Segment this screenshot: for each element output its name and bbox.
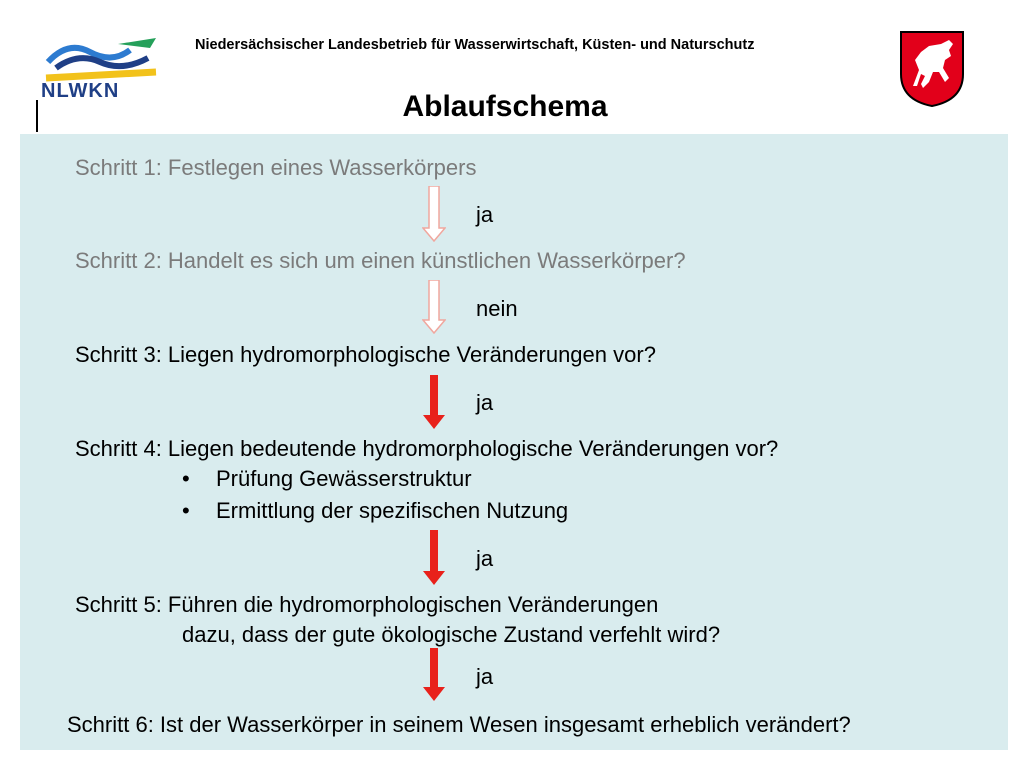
arrow-down-icon (422, 530, 446, 586)
step-3: Schritt 3: Liegen hydromorphologische Veränderungen vor? (75, 342, 656, 367)
answer-4: ja (476, 546, 494, 571)
bullet-item (182, 498, 568, 524)
bullet-text: Prüfung Gewässerstruktur (216, 466, 472, 491)
step-2: Schritt 2: Handelt es sich um einen künstlichen Wasserkörper? (75, 248, 686, 273)
answer-3: ja (476, 390, 494, 415)
bullet-item (182, 466, 472, 492)
answer-1: ja (476, 202, 494, 227)
bullet-dot: • (182, 498, 190, 523)
step-5: Schritt 5: Führen die hydromorphologischen Veränderungen (75, 592, 659, 617)
step-5-continuation: dazu, dass der gute ökologische Zustand verfehlt wird? (182, 622, 721, 647)
arrow-down-icon (422, 375, 446, 430)
step-4: Schritt 4: Liegen bedeutende hydromorphologische Veränderungen vor? (75, 436, 779, 461)
bullet-dot: • (182, 466, 190, 491)
step-1: Schritt 1: Festlegen eines Wasserkörpers (75, 155, 477, 180)
page-title: Ablaufschema (402, 90, 608, 123)
answer-5: ja (476, 664, 494, 689)
bullet-text: Ermittlung der spezifischen Nutzung (216, 498, 569, 523)
arrow-down-icon (422, 280, 446, 334)
logo-text: NLWKN (41, 80, 120, 102)
divider-line (36, 100, 38, 132)
arrow-down-icon (422, 186, 446, 242)
arrow-down-icon (422, 648, 446, 702)
answer-2: nein (476, 296, 518, 321)
organization-name: Niedersächsischer Landesbetrieb für Wasserwirtschaft, Küsten- und Naturschutz (195, 37, 755, 53)
step-6: Schritt 6: Ist der Wasserkörper in seinem Wesen insgesamt erheblich verändert? (67, 712, 851, 737)
